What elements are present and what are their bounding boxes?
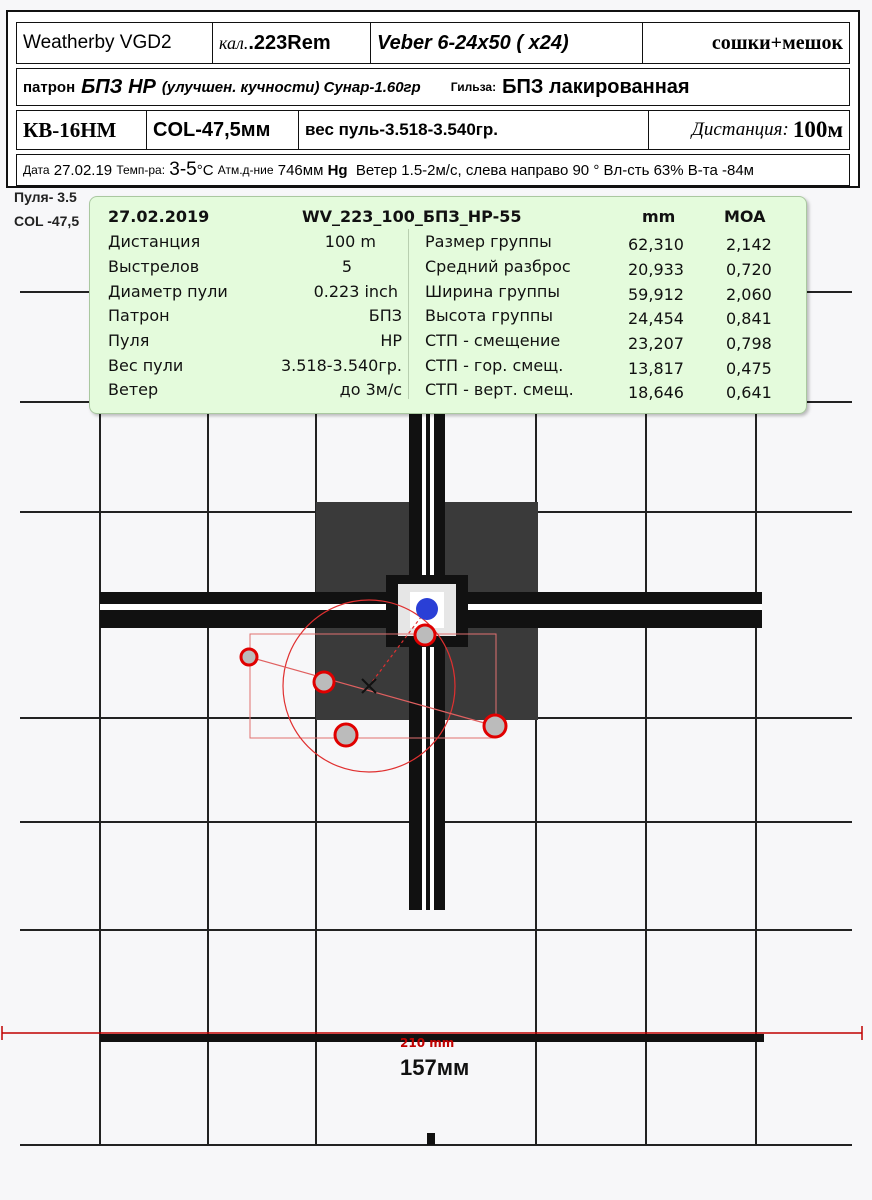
col: COL-47,5мм bbox=[147, 111, 299, 149]
right-moa: 0,475 bbox=[726, 359, 772, 378]
distance-label: Дистанция: bbox=[691, 119, 789, 140]
case-label: Гильза: bbox=[450, 80, 497, 94]
right-label: СТП - верт. смещ. bbox=[425, 380, 574, 399]
cartridge: БПЗ HP bbox=[81, 75, 156, 98]
rifle: Weatherby VGD2 bbox=[17, 23, 213, 63]
right-mm: 20,933 bbox=[628, 260, 684, 279]
caliber: .223Rem bbox=[248, 31, 331, 54]
background-line: Пуля- 3.5 bbox=[14, 189, 77, 205]
support: сошки+мешок bbox=[711, 31, 843, 54]
caliber-prefix: кал. bbox=[219, 32, 249, 53]
left-label: Вес пули bbox=[108, 356, 184, 375]
right-moa: 0,798 bbox=[726, 334, 772, 353]
background-line: COL -47,5 bbox=[14, 213, 80, 229]
callout-col-mm: mm bbox=[642, 207, 676, 226]
cartridge-cell bbox=[17, 69, 849, 105]
callout-col-moa: MOA bbox=[724, 207, 766, 226]
right-mm: 13,817 bbox=[628, 359, 684, 378]
cross-vertical-bar bbox=[409, 410, 445, 910]
left-label: Ветер bbox=[108, 380, 159, 399]
background-notes bbox=[14, 185, 79, 233]
right-moa: 0,720 bbox=[726, 260, 772, 279]
wind-humidity: Ветер 1.5-2м/с, слева направо 90 ° Вл-сть 63% В-та -84м bbox=[355, 161, 754, 179]
scope: Veber 6-24x50 ( x24) bbox=[371, 23, 643, 63]
shot-hole bbox=[415, 625, 435, 645]
cross-vertical-stripe bbox=[422, 410, 426, 910]
temp-label: Темп-ра: bbox=[116, 163, 166, 177]
primer: КВ-16НМ bbox=[17, 111, 147, 149]
callout-date: 27.02.2019 bbox=[108, 207, 210, 226]
bullet-weight: вес пуль-3.518-3.540гр. bbox=[299, 111, 649, 149]
shot-hole bbox=[484, 715, 506, 737]
right-label: Размер группы bbox=[425, 232, 552, 251]
left-value: 0.223 inch bbox=[313, 282, 398, 301]
right-moa: 0,841 bbox=[726, 309, 772, 328]
right-moa: 0,641 bbox=[726, 383, 772, 402]
pressure: 746мм bbox=[277, 161, 324, 179]
callout-file: WV_223_100_БПЗ_HP-55 bbox=[302, 207, 522, 226]
callout-separator bbox=[408, 229, 409, 399]
right-moa: 2,060 bbox=[726, 285, 772, 304]
stats-callout bbox=[89, 196, 807, 414]
cartridge-note: (улучшен. кучности) Сунар-1.60гр bbox=[161, 78, 421, 96]
right-label: Средний разброс bbox=[425, 257, 571, 276]
right-mm: 24,454 bbox=[628, 309, 684, 328]
right-label: Высота группы bbox=[425, 306, 553, 325]
left-value: 5 bbox=[341, 257, 352, 276]
distance-cell bbox=[649, 111, 849, 149]
right-mm: 59,912 bbox=[628, 285, 684, 304]
temp: 3-5 bbox=[169, 159, 197, 180]
right-moa: 2,142 bbox=[726, 235, 772, 254]
shot-hole bbox=[314, 672, 334, 692]
temp-unit: °С bbox=[196, 161, 214, 179]
left-value: 100 m bbox=[324, 232, 376, 251]
ruler-label: 210 mm bbox=[400, 1036, 455, 1050]
header-row-2 bbox=[16, 68, 850, 106]
case: БПЗ лакированная bbox=[502, 75, 690, 98]
scale-label: 157мм bbox=[400, 1055, 470, 1080]
left-label: Дистанция bbox=[108, 232, 201, 251]
right-mm: 18,646 bbox=[628, 383, 684, 402]
pressure-label: Атм.д-ние bbox=[217, 163, 274, 177]
right-mm: 23,207 bbox=[628, 334, 684, 353]
left-label: Патрон bbox=[108, 306, 170, 325]
left-value: HP bbox=[380, 331, 402, 350]
shot-hole bbox=[335, 724, 357, 746]
left-label: Пуля bbox=[108, 331, 150, 350]
left-value: 3.518-3.540гр. bbox=[280, 356, 402, 375]
date: 27.02.19 bbox=[53, 161, 113, 179]
date-label: Дата bbox=[23, 163, 50, 177]
cross-vertical-stripe bbox=[430, 410, 434, 910]
right-mm: 62,310 bbox=[628, 235, 684, 254]
header-row-4 bbox=[16, 154, 850, 186]
conditions-cell bbox=[17, 155, 849, 185]
left-value: БПЗ bbox=[368, 306, 402, 325]
header-table bbox=[6, 10, 860, 188]
left-label: Выстрелов bbox=[108, 257, 200, 276]
header-row-1 bbox=[16, 22, 850, 64]
header-row-3 bbox=[16, 110, 850, 150]
right-label: СТП - гор. смещ. bbox=[425, 356, 564, 375]
shot-hole bbox=[241, 649, 257, 665]
aim-point bbox=[416, 598, 438, 620]
distance: 100м bbox=[792, 117, 843, 142]
right-label: СТП - смещение bbox=[425, 331, 561, 350]
left-value: до 3м/с bbox=[339, 380, 402, 399]
pressure-unit: Hg bbox=[327, 161, 348, 179]
cartridge-label: патрон bbox=[23, 78, 76, 96]
right-label: Ширина группы bbox=[425, 282, 560, 301]
caliber-cell bbox=[213, 23, 371, 63]
left-label: Диаметр пули bbox=[108, 282, 228, 301]
scale-tick bbox=[427, 1133, 435, 1145]
